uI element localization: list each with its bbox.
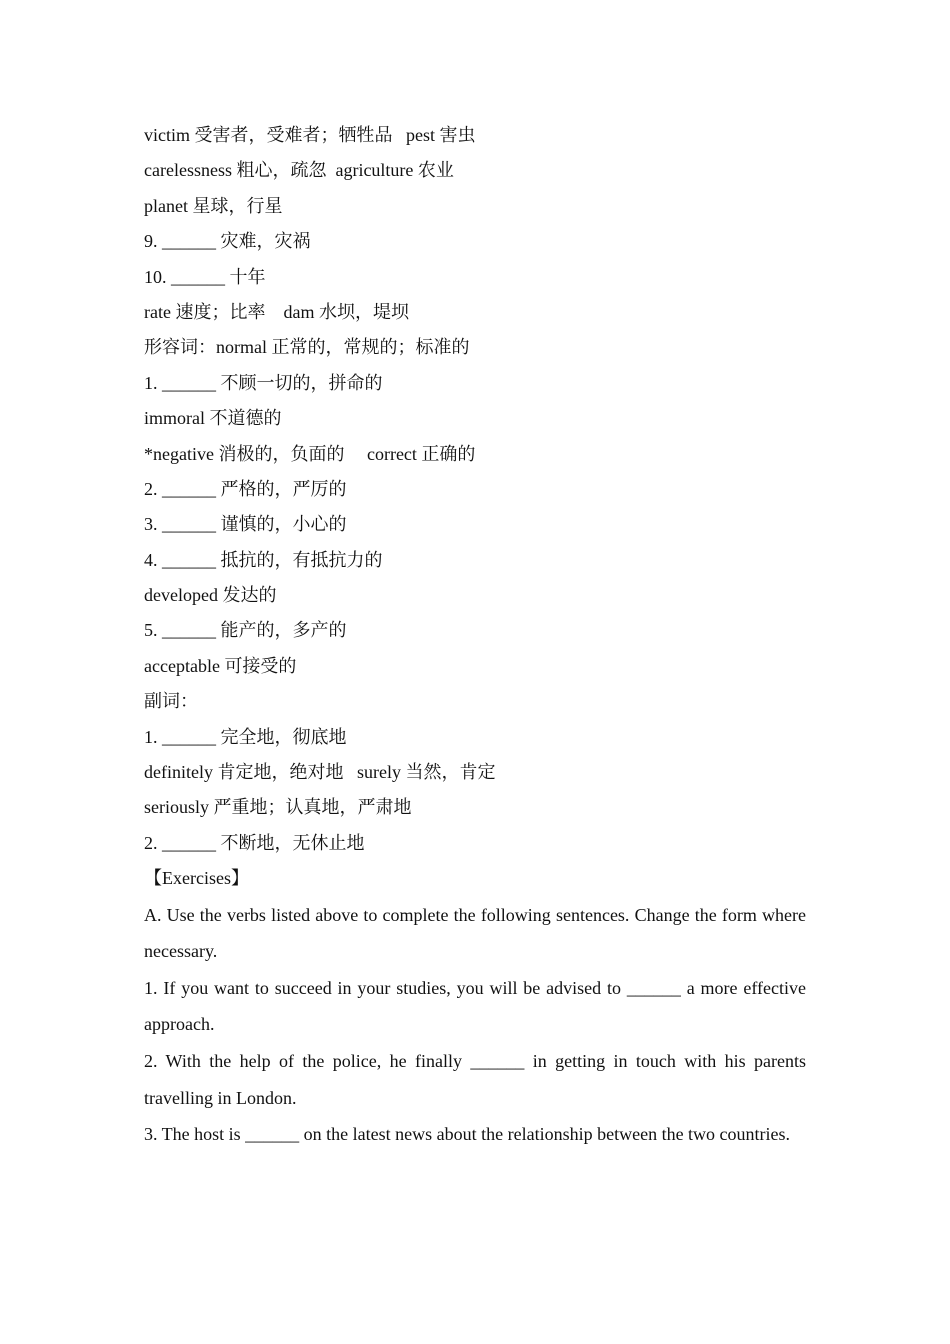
- vocab-line: victim 受害者，受难者；牺牲品 pest 害虫: [144, 125, 476, 145]
- vocab-line: 2. ______ 不断地，无休止地: [144, 832, 365, 853]
- document-page: [144, 118, 806, 1153]
- exercises-instruction: A. Use the verbs listed above to complete the following sentences. Change the form where necessary.: [144, 904, 806, 962]
- exercises-heading: 【Exercises】: [144, 868, 249, 889]
- vocab-line: 1. ______ 不顾一切的，拼命的: [144, 372, 383, 393]
- vocab-line: acceptable 可接受的: [144, 655, 297, 676]
- vocab-line: 10. ______ 十年: [144, 266, 266, 287]
- vocab-line: 1. ______ 完全地，彻底地: [144, 726, 347, 747]
- vocab-line: 4. ______ 抵抗的，有抵抗力的: [144, 549, 383, 570]
- vocab-line: 3. ______ 谨慎的，小心的: [144, 514, 347, 535]
- vocab-line: seriously 严重地；认真地，严肃地: [144, 797, 412, 818]
- vocab-line: 9. ______ 灾难，灾祸: [144, 231, 311, 252]
- vocab-line: rate 速度；比率 dam 水坝，堤坝: [144, 301, 409, 322]
- exercise-item: 3. The host is ______ on the latest news about the relationship between the two countries.: [144, 1124, 791, 1145]
- vocab-line: developed 发达的: [144, 585, 277, 606]
- vocab-line: 5. ______ 能产的，多产的: [144, 620, 347, 641]
- vocab-line: 2. ______ 严格的，严厉的: [144, 478, 347, 499]
- vocab-line: planet 星球，行星: [144, 195, 283, 216]
- vocab-line: definitely 肯定地，绝对地 surely 当然，肯定: [144, 762, 496, 783]
- vocab-line: *negative 消极的，负面的 correct 正确的: [144, 443, 476, 464]
- section-adjectives: 形容词：normal 正常的，常规的；标准的: [144, 337, 470, 358]
- section-adverbs: 副词：: [144, 691, 198, 712]
- exercise-item: 2. With the help of the police, he finally ______ in getting in touch with his parents travelling in London.: [144, 1050, 806, 1108]
- exercise-item: 1. If you want to succeed in your studies, you will be advised to ______ a more effective approach.: [144, 977, 806, 1035]
- vocab-line: carelessness 粗心，疏忽 agriculture 农业: [144, 160, 454, 181]
- vocab-line: immoral 不道德的: [144, 408, 282, 429]
